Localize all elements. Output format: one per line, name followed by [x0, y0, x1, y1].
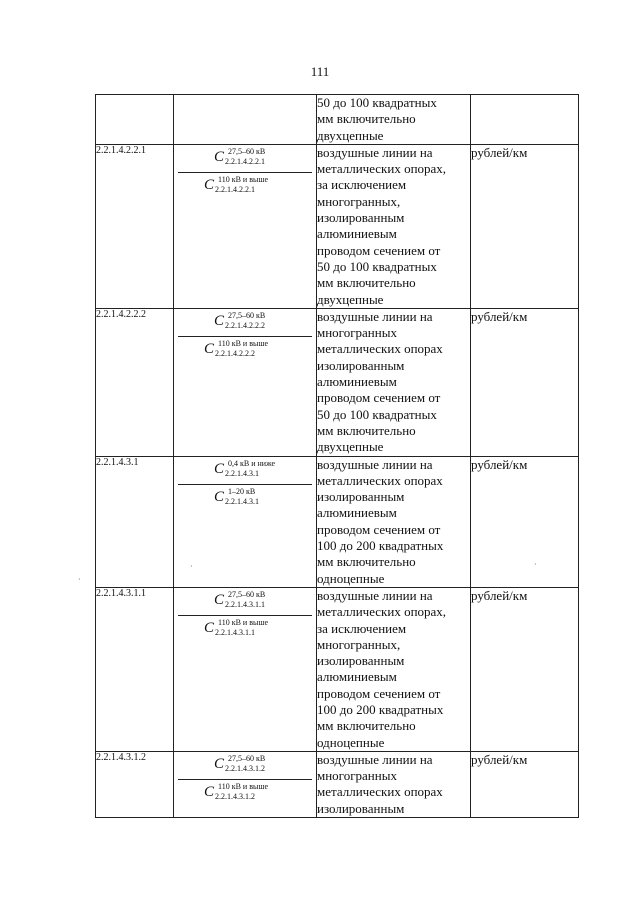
- rate-symbol-superscript: 110 кВ и выше: [218, 174, 269, 184]
- rate-symbol-letter: C: [214, 460, 225, 477]
- description-line: мм включительно: [317, 422, 416, 438]
- rate-symbol-letter: C: [204, 176, 215, 193]
- unit-cell: рублей/км: [471, 751, 579, 817]
- description-line: одноцепные: [317, 734, 385, 750]
- rate-symbol-superscript: 1–20 кВ: [228, 486, 256, 496]
- rate-symbol-letter: C: [204, 340, 215, 357]
- table-row: [96, 308, 579, 456]
- description-line: 100 до 200 квадратных: [317, 701, 444, 717]
- symbol-cell: [174, 308, 317, 456]
- description-line: мм включительно: [317, 718, 416, 734]
- table-row: [96, 751, 579, 817]
- description-cell: [317, 587, 471, 751]
- symbol-cell: [174, 587, 317, 751]
- rate-symbol-superscript: 110 кВ и выше: [218, 338, 269, 348]
- code-cell: 2.2.1.4.3.1.2: [96, 751, 174, 817]
- rate-symbol-subscript: 2.2.1.4.3.1.1: [225, 599, 265, 609]
- description-line: алюминиевым: [317, 226, 397, 242]
- description-line: металлических опорах: [317, 472, 443, 488]
- rate-symbol-subscript: 2.2.1.4.3.1.2: [215, 791, 255, 801]
- code-cell: 2.2.1.4.2.2.2: [96, 308, 174, 456]
- description-line: проводом сечением от: [317, 390, 441, 406]
- code-cell: 2.2.1.4.3.1.1: [96, 587, 174, 751]
- rate-symbol-superscript: 27,5–60 кВ: [228, 753, 266, 763]
- symbol-cell: [174, 751, 317, 817]
- description-line: многогранных: [317, 768, 397, 784]
- description-cell: [317, 95, 471, 145]
- rate-symbol-letter: C: [204, 783, 215, 800]
- rate-symbol: [178, 484, 312, 509]
- scan-dot-mark: ·: [190, 562, 193, 571]
- table-row-continuation: [96, 95, 579, 145]
- description-cell: [317, 308, 471, 456]
- description-line: 100 до 200 квадратных: [317, 538, 444, 554]
- table-row: [96, 587, 579, 751]
- description-cell: [317, 751, 471, 817]
- table-row: [96, 456, 579, 587]
- rate-symbol: [178, 309, 312, 333]
- symbol-cell: [174, 456, 317, 587]
- description-line: металлических опорах: [317, 341, 443, 357]
- description-line: воздушные линии на: [317, 587, 433, 603]
- rate-symbol-subscript: 2.2.1.4.2.2.2: [225, 320, 265, 330]
- rate-symbol-letter: C: [214, 148, 225, 165]
- description-line: алюминиевым: [317, 669, 397, 685]
- description-line: одноцепные: [317, 570, 385, 586]
- description-line: 50 до 100 квадратных: [317, 258, 437, 274]
- rate-symbol-subscript: 2.2.1.4.3.1: [225, 496, 259, 506]
- rate-symbol: [178, 172, 312, 197]
- description-line: металлических опорах,: [317, 161, 447, 177]
- rate-symbol: [178, 779, 312, 804]
- description-line: двухцепные: [317, 439, 384, 455]
- rate-symbol-subscript: 2.2.1.4.2.2.1: [215, 184, 255, 194]
- rate-symbol-letter: C: [214, 591, 225, 608]
- rate-symbol-superscript: 27,5–60 кВ: [228, 589, 266, 599]
- description-line: 50 до 100 квадратных: [317, 95, 437, 110]
- description-line: воздушные линии на: [317, 751, 433, 767]
- rate-symbol: [178, 752, 312, 776]
- unit-cell: рублей/км: [471, 587, 579, 751]
- description-line: мм включительно: [317, 111, 416, 127]
- rate-symbol-letter: C: [214, 488, 225, 505]
- rate-symbol-subscript: 2.2.1.4.3.1.1: [215, 627, 255, 637]
- unit-cell: рублей/км: [471, 308, 579, 456]
- description-line: воздушные линии на: [317, 456, 433, 472]
- description-line: мм включительно: [317, 554, 416, 570]
- rate-symbol-superscript: 27,5–60 кВ: [228, 146, 266, 156]
- symbol-cell: [174, 95, 317, 145]
- rate-symbol-superscript: 27,5–60 кВ: [228, 310, 266, 320]
- description-line: 50 до 100 квадратных: [317, 406, 437, 422]
- code-cell: 2.2.1.4.2.2.1: [96, 144, 174, 308]
- scan-dot-mark: ·: [534, 560, 537, 569]
- tariff-table: [95, 94, 579, 818]
- description-line: за исключением: [317, 177, 407, 193]
- rate-symbol-letter: C: [214, 312, 225, 329]
- rate-symbol: [178, 457, 312, 481]
- rate-symbol-letter: C: [214, 755, 225, 772]
- description-line: изолированным: [317, 210, 405, 226]
- rate-symbol-letter: C: [204, 619, 215, 636]
- description-line: двухцепные: [317, 291, 384, 307]
- description-line: многогранных,: [317, 636, 401, 652]
- description-line: проводом сечением от: [317, 521, 441, 537]
- description-line: металлических опорах: [317, 784, 443, 800]
- description-cell: [317, 456, 471, 587]
- rate-symbol-superscript: 110 кВ и выше: [218, 617, 269, 627]
- table-row: [96, 144, 579, 308]
- unit-cell: рублей/км: [471, 456, 579, 587]
- description-line: двухцепные: [317, 127, 384, 143]
- description-line: проводом сечением от: [317, 242, 441, 258]
- description-line: алюминиевым: [317, 374, 397, 390]
- symbol-cell: [174, 144, 317, 308]
- rate-symbol-subscript: 2.2.1.4.2.2.1: [225, 156, 265, 166]
- description-line: многогранных: [317, 325, 397, 341]
- description-line: воздушные линии на: [317, 144, 433, 160]
- description-line: мм включительно: [317, 275, 416, 291]
- description-line: изолированным: [317, 800, 405, 816]
- description-cell: [317, 144, 471, 308]
- scan-dot-mark: ·: [78, 575, 81, 584]
- code-cell: [96, 95, 174, 145]
- description-line: за исключением: [317, 620, 407, 636]
- description-line: воздушные линии на: [317, 308, 433, 324]
- rate-symbol: [178, 588, 312, 612]
- description-line: алюминиевым: [317, 505, 397, 521]
- unit-cell: [471, 95, 579, 145]
- rate-symbol-subscript: 2.2.1.4.2.2.2: [215, 348, 255, 358]
- description-line: многогранных,: [317, 193, 401, 209]
- description-line: металлических опорах,: [317, 604, 447, 620]
- rate-symbol-subscript: 2.2.1.4.3.1: [225, 468, 259, 478]
- rate-symbol: [178, 615, 312, 640]
- page-number: 111: [310, 64, 330, 79]
- code-cell: 2.2.1.4.3.1: [96, 456, 174, 587]
- rate-symbol-subscript: 2.2.1.4.3.1.2: [225, 763, 265, 773]
- rate-symbol: [178, 336, 312, 361]
- rate-symbol: [178, 145, 312, 169]
- description-line: изолированным: [317, 357, 405, 373]
- rate-symbol-superscript: 110 кВ и выше: [218, 781, 269, 791]
- description-line: проводом сечением от: [317, 685, 441, 701]
- description-line: изолированным: [317, 653, 405, 669]
- unit-cell: рублей/км: [471, 144, 579, 308]
- rate-symbol-superscript: 0,4 кВ и ниже: [228, 458, 276, 468]
- description-line: изолированным: [317, 489, 405, 505]
